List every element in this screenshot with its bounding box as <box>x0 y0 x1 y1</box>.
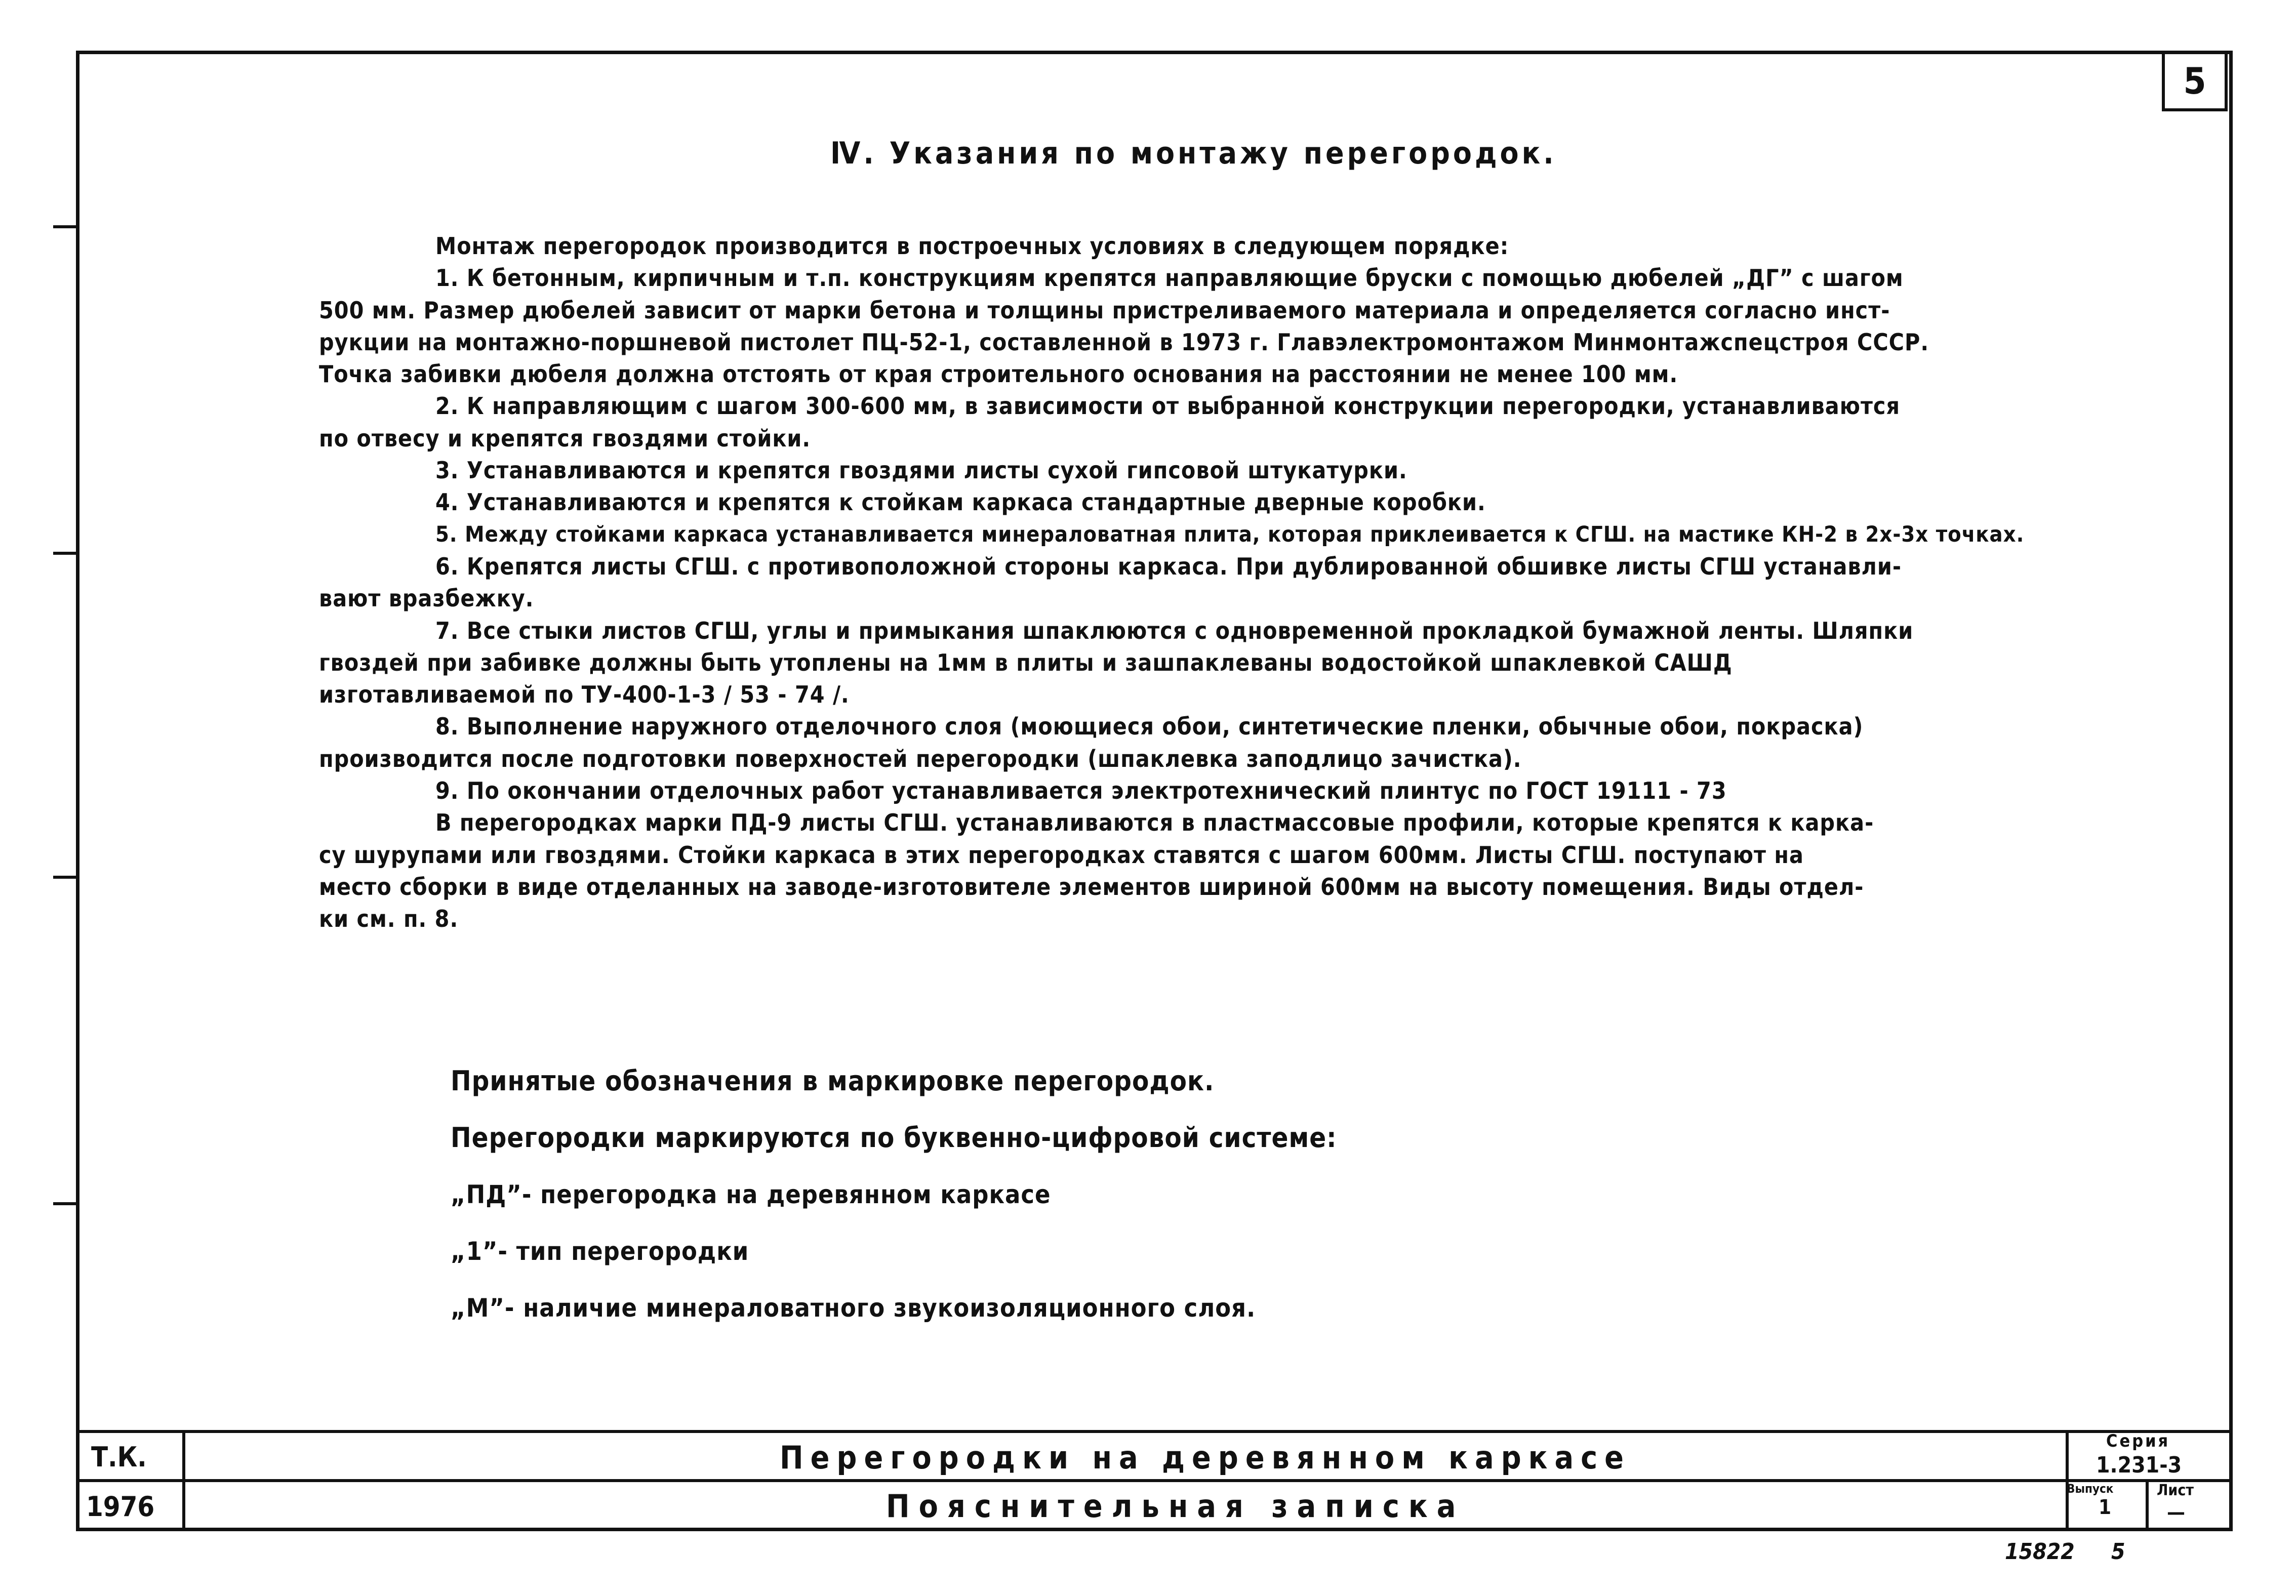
stamp-line <box>2066 1430 2069 1531</box>
archive-number: 15822 <box>2005 1539 2075 1565</box>
stamp-line <box>76 1430 2233 1433</box>
stamp-org: Т.К. <box>91 1441 147 1473</box>
notes-line: „М”- наличие минераловатного звукоизоляционного слоя. <box>451 1293 1256 1323</box>
paragraph-line: 2. К направляющим с шагом 300-600 мм, в зависимости от выбранной конструкции перегородки, устанавливаются <box>435 392 1901 420</box>
binding-tick <box>53 552 77 555</box>
paragraph-line: производится после подготовки поверхностей перегородки (шпаклевка заподлицо зачистка). <box>319 745 1522 772</box>
paragraph-line: 9. По окончании отделочных работ устанавливается электротехнический плинтус по ГОСТ 19111 - 73 <box>435 777 1727 805</box>
paragraph-line: 3. Устанавливаются и крепятся гвоздями листы сухой гипсовой штукатурки. <box>435 457 1407 484</box>
stamp-series: 1.231-3 <box>2096 1452 2182 1478</box>
paragraph-line: 7. Все стыки листов СГШ, углы и примыкания шпаклюются с одновременной прокладкой бумажной ленты. Шляпки <box>435 617 1914 644</box>
stamp-line <box>182 1430 185 1531</box>
stamp-sheet-label: Лист <box>2157 1482 2194 1499</box>
stamp-year: 1976 <box>86 1491 155 1523</box>
paragraph-line: 500 мм. Размер дюбелей зависит от марки бетона и толщины пристреливаемого материала и определяется согласно инст- <box>319 296 1890 324</box>
notes-title: Принятые обозначения в маркировке перегородок. <box>451 1065 1215 1097</box>
notes-line: Перегородки маркируются по буквенно-цифровой системе: <box>451 1122 1337 1154</box>
paragraph-line: 6. Крепятся листы СГШ. с противоположной стороны каркаса. При дублированной обшивке листы СГШ устанавли- <box>435 552 1902 580</box>
paragraph-line: В перегородках марки ПД-9 листы СГШ. устанавливаются в пластмассовые профили, которые крепятся к карка- <box>435 809 1874 837</box>
section-heading: Ⅳ. Указания по монтажу перегородок. <box>830 136 1557 171</box>
binding-tick <box>53 876 77 879</box>
stamp-line <box>76 1479 2233 1482</box>
binding-tick <box>53 225 77 228</box>
stamp-subtitle: Пояснительная записка <box>886 1488 1465 1525</box>
paragraph-line: 1. К бетонным, кирпичным и т.п. конструкциям крепятся направляющие бруски с помощью дюбелей „ДГ” с шагом <box>435 264 1904 292</box>
sheet-number: 5 <box>2162 51 2228 111</box>
paragraph-line: место сборки в виде отделанных на заводе-изготовителе элементов шириной 600мм на высоту помещения. Виды отдел- <box>319 873 1864 901</box>
page-number: 5 <box>2111 1539 2125 1565</box>
paragraph-line: изготавливаемой по ТУ-400-1-3 / 53 - 74 /. <box>319 681 850 709</box>
stamp-issue: 1 <box>2099 1496 2112 1519</box>
stamp-title: Перегородки на деревянном каркасе <box>780 1439 1631 1476</box>
stamp-sheet: — <box>2167 1501 2185 1524</box>
instructions-body <box>319 230 2202 935</box>
paragraph-line: гвоздей при забивке должны быть утоплены на 1мм в плиты и зашпаклеваны водостойкой шпаклевкой САШД <box>319 648 1733 676</box>
binding-tick <box>53 1202 77 1205</box>
paragraph-line: 8. Выполнение наружного отделочного слоя (моющиеся обои, синтетические пленки, обычные обои, покраска) <box>435 713 1864 741</box>
stamp-series-label: Серия <box>2106 1431 2170 1451</box>
title-block <box>76 1430 2233 1531</box>
paragraph-line: су шурупами или гвоздями. Стойки каркаса в этих перегородках ставятся с шагом 600мм. Листы СГШ. поступают на <box>319 841 1804 869</box>
paragraph-line: 5. Между стойками каркаса устанавливается минераловатная плита, которая приклеивается к СГШ. на мастике КН-2 в 2х-3х точках. <box>435 521 2025 547</box>
marking-notes <box>451 1053 1337 1336</box>
paragraph-line: ки см. п. 8. <box>319 905 459 933</box>
paragraph-line: по отвесу и крепятся гвоздями стойки. <box>319 424 811 452</box>
paragraph-line: вают вразбежку. <box>319 585 534 612</box>
paragraph-line: Точка забивки дюбеля должна отстоять от края строительного основания на расстоянии не менее 100 мм. <box>319 360 1678 388</box>
paragraph-line: Монтаж перегородок производится в построечных условиях в следующем порядке: <box>435 232 1509 260</box>
paragraph-line: 4. Устанавливаются и крепятся к стойкам каркаса стандартные дверные коробки. <box>435 488 1486 516</box>
stamp-issue-label: Выпуск <box>2067 1482 2114 1496</box>
notes-line: „1”- тип перегородки <box>451 1237 749 1266</box>
paragraph-line: рукции на монтажно-поршневой пистолет ПЦ-52-1, составленной в 1973 г. Главэлектромонтажом Минмонтажспецстроя СССР. <box>319 328 1929 356</box>
stamp-line <box>2146 1479 2149 1531</box>
notes-line: „ПД”- перегородка на деревянном каркасе <box>451 1180 1051 1209</box>
